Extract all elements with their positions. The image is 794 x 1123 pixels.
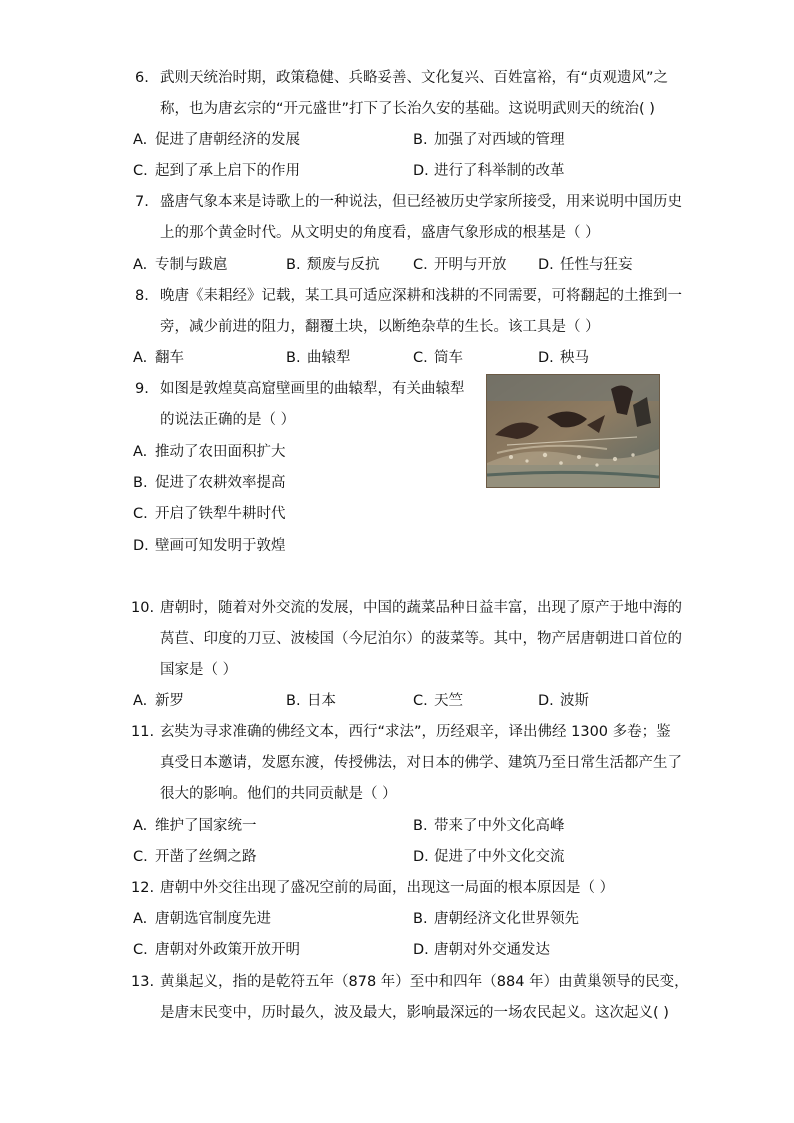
option-label: A. xyxy=(133,132,148,148)
option-label: C. xyxy=(413,257,428,273)
option-label: D. xyxy=(413,942,429,958)
option-text: 翻车 xyxy=(155,350,184,366)
question-text-line: 唐朝中外交往出现了盛况空前的局面，出现这一局面的根本原因是（ ） xyxy=(160,880,615,896)
option-label: D. xyxy=(413,849,429,865)
option-text: 进行了科举制的改革 xyxy=(434,163,565,179)
option-text: 开明与开放 xyxy=(434,257,507,273)
option-label: C. xyxy=(133,849,148,865)
question-text-line: 盛唐气象本来是诗歌上的一种说法，但已经被历史学家所接受，用来说明中国历史 xyxy=(160,194,682,210)
option-text: 筒车 xyxy=(434,350,463,366)
option-text: 天竺 xyxy=(434,693,463,709)
option-label: D. xyxy=(538,350,554,366)
option-text: 维护了国家统一 xyxy=(155,818,257,834)
option-text: 带来了中外文化高峰 xyxy=(434,818,565,834)
question-number: 11. xyxy=(131,724,155,740)
option-label: B. xyxy=(413,818,428,834)
option-text: 曲辕犁 xyxy=(307,350,351,366)
option-text: 任性与狂妄 xyxy=(560,257,633,273)
option-label: D. xyxy=(538,693,554,709)
option-text: 加强了对西域的管理 xyxy=(434,132,565,148)
option-label: B. xyxy=(286,257,301,273)
question-number: 13. xyxy=(131,974,155,990)
option-label: A. xyxy=(133,818,148,834)
question-text-line: 很大的影响。他们的共同贡献是（ ） xyxy=(160,786,397,802)
option-label: A. xyxy=(133,693,148,709)
option-text: 唐朝经济文化世界领先 xyxy=(434,911,579,927)
mural-image xyxy=(486,374,660,488)
option-text: 促进了唐朝经济的发展 xyxy=(155,132,300,148)
question-text-line: 是唐末民变中，历时最久，波及最大，影响最深远的一场农民起义。这次起义( ) xyxy=(160,1005,669,1021)
question-text-line: 唐朝时，随着对外交流的发展，中国的蔬菜品种日益丰富，出现了原产于地中海的 xyxy=(160,600,682,616)
option-text: 唐朝对外政策开放开明 xyxy=(155,942,300,958)
option-text: 波斯 xyxy=(560,693,589,709)
option-text: 秧马 xyxy=(560,350,589,366)
option-text: 唐朝选官制度先进 xyxy=(155,911,271,927)
option-label: C. xyxy=(133,942,148,958)
question-text-line: 的说法正确的是（ ） xyxy=(160,412,296,428)
question-number: 9. xyxy=(135,381,149,397)
question-text-line: 莴苣、印度的刀豆、波棱国（今尼泊尔）的菠菜等。其中，物产居唐朝进口首位的 xyxy=(160,631,682,647)
option-label: A. xyxy=(133,350,148,366)
option-label: C. xyxy=(133,163,148,179)
question-text-line: 玄奘为寻求准确的佛经文本，西行“求法”，历经艰辛，译出佛经 1300 多卷；鉴 xyxy=(160,724,671,740)
option-label: D. xyxy=(133,538,149,554)
option-text: 颓废与反抗 xyxy=(307,257,380,273)
option-label: B. xyxy=(413,911,428,927)
option-label: B. xyxy=(413,132,428,148)
option-text: 唐朝对外交通发达 xyxy=(434,942,550,958)
option-text: 专制与跋扈 xyxy=(155,257,228,273)
option-label: A. xyxy=(133,257,148,273)
option-text: 开启了铁犁牛耕时代 xyxy=(155,506,286,522)
option-label: A. xyxy=(133,911,148,927)
option-label: A. xyxy=(133,444,148,460)
question-number: 12. xyxy=(131,880,155,896)
question-text-line: 国家是（ ） xyxy=(160,662,238,678)
option-label: B. xyxy=(286,693,301,709)
option-label: B. xyxy=(133,475,148,491)
question-number: 6. xyxy=(135,70,149,86)
question-number: 7. xyxy=(135,194,149,210)
option-text: 开凿了丝绸之路 xyxy=(155,849,257,865)
question-text-line: 黄巢起义，指的是乾符五年（878 年）至中和四年（884 年）由黄巢领导的民变， xyxy=(160,974,689,990)
option-label: B. xyxy=(286,350,301,366)
option-text: 促进了中外文化交流 xyxy=(434,849,565,865)
question-text-line: 上的那个黄金时代。从文明史的角度看，盛唐气象形成的根基是（ ） xyxy=(160,225,600,241)
option-label: C. xyxy=(413,350,428,366)
option-label: D. xyxy=(413,163,429,179)
option-text: 新罗 xyxy=(155,693,184,709)
question-number: 8. xyxy=(135,288,149,304)
option-text: 促进了农耕效率提高 xyxy=(155,475,286,491)
question-number: 10. xyxy=(131,600,155,616)
option-text: 起到了承上启下的作用 xyxy=(155,163,300,179)
option-label: D. xyxy=(538,257,554,273)
option-text: 壁画可知发明于敦煌 xyxy=(155,538,286,554)
question-text-line: 晚唐《耒耜经》记载，某工具可适应深耕和浅耕的不同需要，可将翻起的土推到一 xyxy=(160,288,682,304)
option-label: C. xyxy=(133,506,148,522)
question-text-line: 旁，减少前进的阻力，翻覆土块，以断绝杂草的生长。该工具是（ ） xyxy=(160,319,600,335)
option-label: C. xyxy=(413,693,428,709)
question-text-line: 真受日本邀请，发愿东渡，传授佛法，对日本的佛学、建筑乃至日常生活都产生了 xyxy=(160,755,682,771)
option-text: 推动了农田面积扩大 xyxy=(155,444,286,460)
question-text-line: 武则天统治时期，政策稳健、兵略妥善、文化复兴、百姓富裕，有“贞观遗风”之 xyxy=(160,70,669,86)
question-text-line: 如图是敦煌莫高窟壁画里的曲辕犁，有关曲辕犁 xyxy=(160,381,465,397)
question-text-line: 称，也为唐玄宗的“开元盛世”打下了长治久安的基础。这说明武则天的统治( ) xyxy=(160,101,655,117)
option-text: 日本 xyxy=(307,693,336,709)
